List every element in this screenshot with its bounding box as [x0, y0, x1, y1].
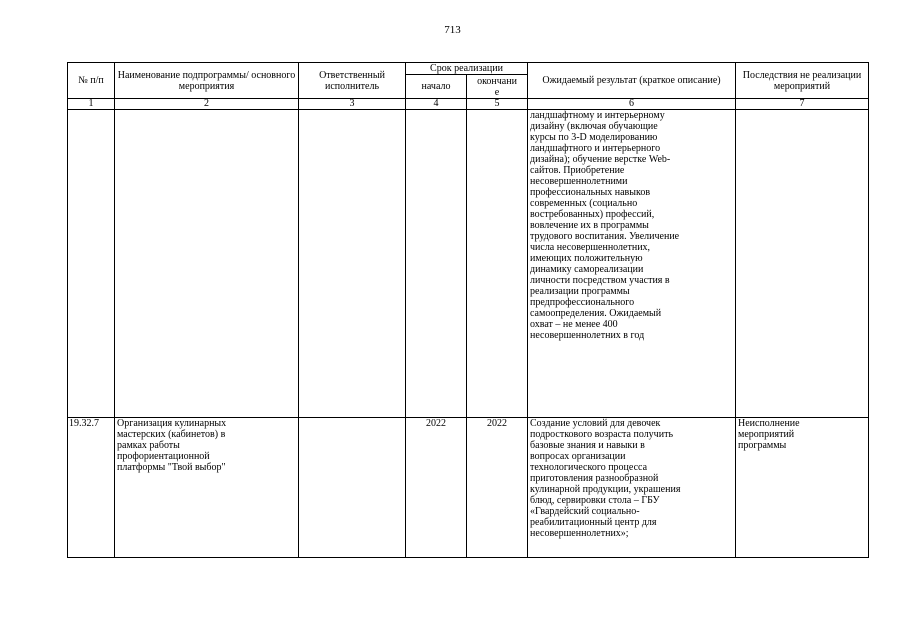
row-start: 2022 — [406, 418, 467, 558]
row-end — [467, 110, 528, 418]
column-number: 4 — [406, 99, 467, 110]
row-name: Организация кулинарных мастерских (кабинетов) в рамках работы профориентационной платформы "Твой выбор" — [115, 418, 299, 558]
header-consequence: Последствия не реализации мероприятий — [736, 63, 869, 99]
header-end: окончани е — [467, 75, 528, 99]
row-result: ландшафтному и интерьерному дизайну (включая обучающие курсы по 3-D моделированию ландшафтного и интерьерного дизайна); обучение верстке Web- сайтов. Приобретение несовершеннолетними профессиональных навыков современных (социально востребованных) профессий, вовлечение их в программы трудового воспитания. Увеличение числа несовершеннолетних, имеющих положительную динамику самореализации личности посредством участия в реализации программы предпрофессионального самоопределения. Ожидаемый охват – не менее 400 несовершеннолетних в год — [528, 110, 736, 418]
column-number: 6 — [528, 99, 736, 110]
page-number: 713 — [444, 24, 461, 36]
row-num — [68, 110, 115, 418]
header-executor: Ответственный исполнитель — [299, 63, 406, 99]
row-end: 2022 — [467, 418, 528, 558]
column-number: 5 — [467, 99, 528, 110]
program-table — [67, 62, 869, 558]
column-number: 1 — [68, 99, 115, 110]
row-name — [115, 110, 299, 418]
row-consequence: Неисполнение мероприятий программы — [736, 418, 869, 558]
row-start — [406, 110, 467, 418]
column-number: 7 — [736, 99, 869, 110]
header-period: Срок реализации — [406, 63, 528, 75]
header-result: Ожидаемый результат (краткое описание) — [528, 63, 736, 99]
table-row — [68, 110, 869, 418]
table-row — [68, 418, 869, 558]
header-num: № п/п — [68, 63, 115, 99]
row-executor — [299, 418, 406, 558]
header-start: начало — [406, 75, 467, 99]
header-name: Наименование подпрограммы/ основного мероприятия — [115, 63, 299, 99]
row-consequence — [736, 110, 869, 418]
column-number: 2 — [115, 99, 299, 110]
row-result: Создание условий для девочек подросткового возраста получить базовые знания и навыки в вопросах организации технологического процесса приготовления разнообразной кулинарной продукции, украшения блюд, сервировки стола – ГБУ «Гвардейский социально- реабилитационный центр для несовершеннолетних»; — [528, 418, 736, 558]
column-number: 3 — [299, 99, 406, 110]
row-num: 19.32.7 — [68, 418, 115, 558]
row-executor — [299, 110, 406, 418]
